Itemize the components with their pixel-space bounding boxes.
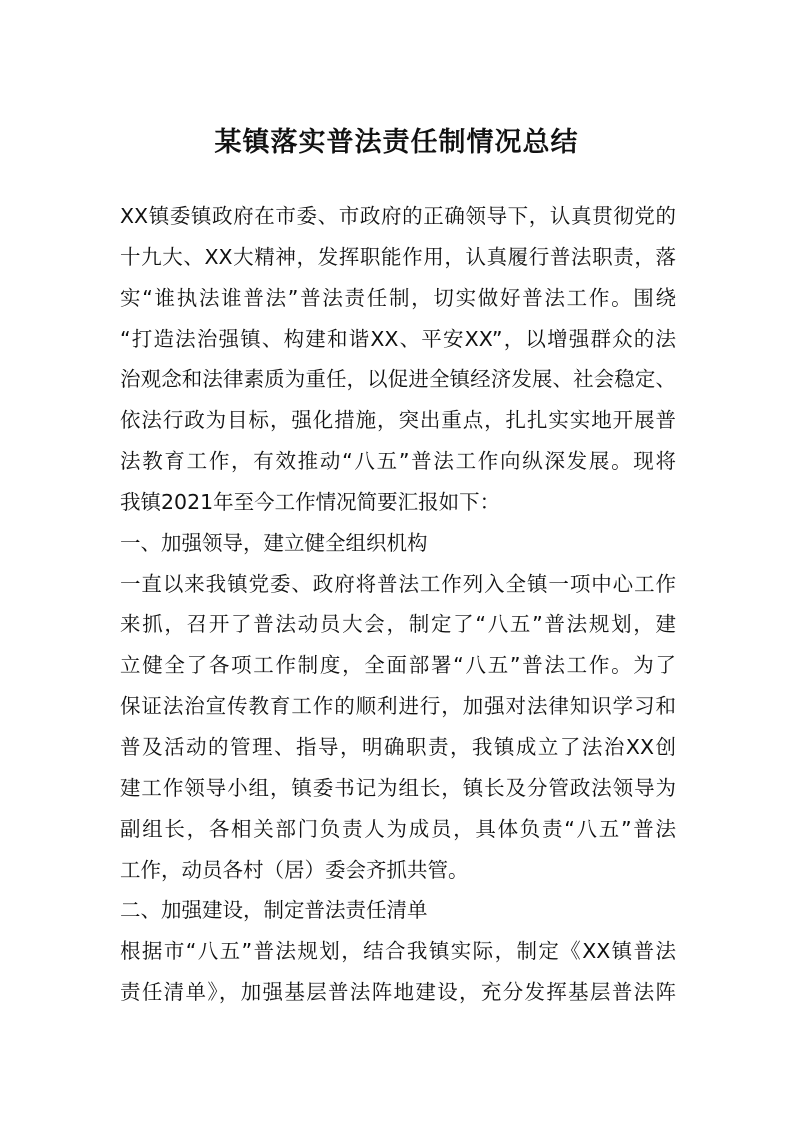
paragraph-line: 副组长，各相关部门负责人为成员，具体负责“八五”普法 <box>120 816 676 841</box>
paragraph-line: 根据市“八五”普法规划，结合我镇实际，制定《XX镇普法 <box>120 939 676 964</box>
paragraph-line: 立健全了各项工作制度，全面部署“八五”普法工作。为了 <box>120 653 676 678</box>
paragraph-line: 十九大、XX大精神，发挥职能作用，认真履行普法职责，落 <box>120 244 676 269</box>
paragraph-line: 治观念和法律素质为重任，以促进全镇经济发展、社会稳定、 <box>120 367 676 392</box>
paragraph-line: 一直以来我镇党委、政府将普法工作列入全镇一项中心工作 <box>120 571 676 596</box>
document-body <box>120 196 676 1013</box>
paragraph-line: 依法行政为目标，强化措施，突出重点，扎扎实实地开展普 <box>120 408 676 433</box>
paragraph-line: 我镇2021年至今工作情况简要汇报如下： <box>120 489 501 514</box>
section-heading: 二、加强建设，制定普法责任清单 <box>120 898 428 923</box>
paragraph-line: 工作，动员各村（居）委会齐抓共管。 <box>120 857 469 882</box>
paragraph-line: XX镇委镇政府在市委、市政府的正确领导下，认真贯彻党的 <box>120 204 676 228</box>
document-title: 某镇落实普法责任制情况总结 <box>214 127 579 158</box>
paragraph-line: “打造法治强镇、构建和谐XX、平安XX”，以增强群众的法 <box>120 326 676 351</box>
paragraph-line: 建工作领导小组，镇委书记为组长，镇长及分管政法领导为 <box>120 775 676 800</box>
paragraph-line: 责任清单》，加强基层普法阵地建设，充分发挥基层普法阵 <box>120 980 676 1005</box>
paragraph-line: 普及活动的管理、指导，明确职责，我镇成立了法治XX创 <box>120 734 676 759</box>
section-heading: 一、加强领导，建立健全组织机构 <box>120 530 428 555</box>
paragraph-line: 保证法治宣传教育工作的顺利进行，加强对法律知识学习和 <box>120 694 676 719</box>
paragraph-line: 法教育工作，有效推动“八五”普法工作向纵深发展。现将 <box>120 449 676 474</box>
paragraph-line: 来抓，召开了普法动员大会，制定了“八五”普法规划，建 <box>120 612 676 637</box>
paragraph-line: 实“谁执法谁普法”普法责任制，切实做好普法工作。围绕 <box>120 285 676 310</box>
